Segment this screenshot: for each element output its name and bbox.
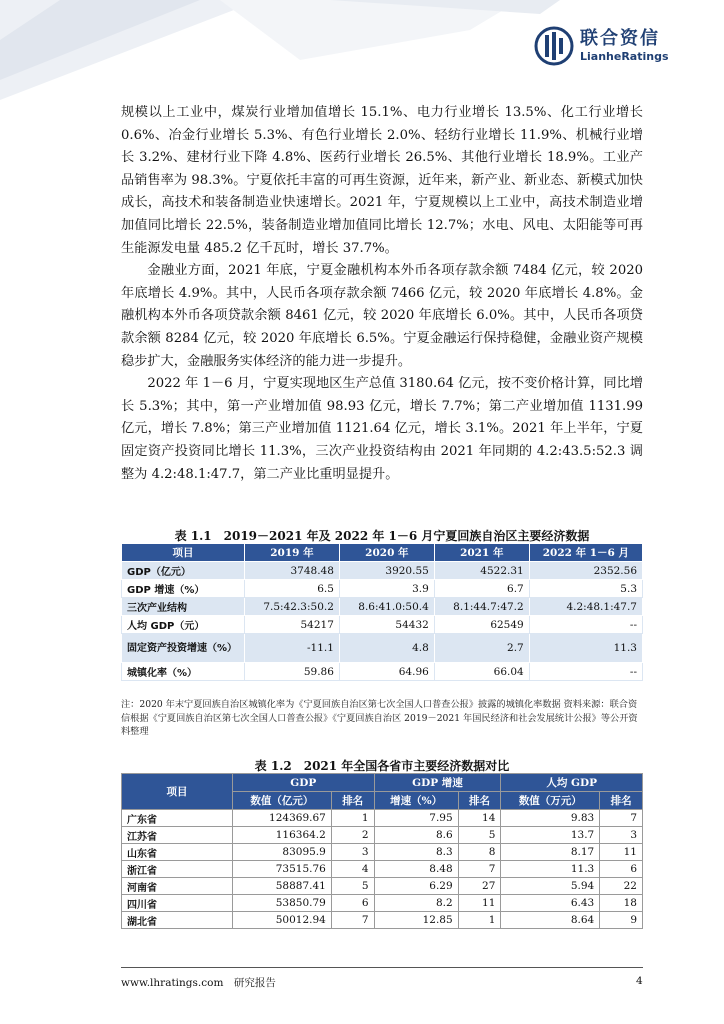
- table2-cell: 53850.79: [233, 895, 332, 912]
- table1-row-label: 固定资产投资增速（%）: [122, 634, 245, 663]
- table1-cell: 11.3: [529, 634, 642, 663]
- table1-header: 项目: [122, 544, 245, 562]
- table2-cell: 22: [600, 878, 643, 895]
- paragraph-finance: 金融业方面，2021 年底，宁夏金融机构本外币各项存款余额 7484 亿元，较 2020 年底增长 4.9%。其中，人民币各项存款余额 7466 亿元，较 2020 年底增长 4.8%。金融机构本外币各项贷款余额 8461 亿元，较 2020 年底增长 6.0%。其中，人民币各项贷款余额 8284 亿元，较 2020 年底增长 6.5%。宁夏金融运行保持稳健，金融业资产规模稳步扩大，金融服务实体经济的能力进一步提升。: [121, 263, 643, 369]
- page-number: 4: [636, 975, 643, 987]
- table2-cell: 8.6: [374, 827, 458, 844]
- header-decoration: [0, 0, 560, 110]
- table1-cell: 54217: [245, 616, 340, 634]
- table2-cell: 50012.94: [233, 912, 332, 929]
- table2-cell: 5: [331, 878, 374, 895]
- table2-group-header: GDP 增速: [374, 774, 501, 792]
- table1-cell: 5.3: [529, 580, 642, 598]
- table1-cell: 4522.31: [434, 562, 529, 580]
- table1-cell: 59.86: [245, 663, 340, 681]
- table1-cell: 62549: [434, 616, 529, 634]
- table1-cell: 3920.55: [339, 562, 434, 580]
- table1-cell: --: [529, 663, 642, 681]
- table1-cell: 54432: [339, 616, 434, 634]
- table-row: [122, 598, 643, 616]
- table1-header: 2019 年: [245, 544, 340, 562]
- table2-cell: 8.64: [501, 912, 600, 929]
- lianhe-logo-icon: [534, 26, 574, 66]
- table1-cell: --: [529, 616, 642, 634]
- table2-cell: 9.83: [501, 810, 600, 827]
- table2-cell: 7: [331, 912, 374, 929]
- table1-cell: 66.04: [434, 663, 529, 681]
- table-row: [122, 663, 643, 681]
- table1-cell: 8.6:41.0:50.4: [339, 598, 434, 616]
- table1-row-label: GDP 增速（%）: [122, 580, 245, 598]
- table2-province: 广东省: [122, 810, 233, 827]
- table2-cell: 6.43: [501, 895, 600, 912]
- table1-row-label: GDP（亿元）: [122, 562, 245, 580]
- table1-cell: 6.5: [245, 580, 340, 598]
- table-row: [122, 878, 643, 895]
- table2-item-header: 项目: [122, 774, 233, 810]
- table1-row-label: 人均 GDP（元）: [122, 616, 245, 634]
- paragraph-h1-2022: 2022 年 1－6 月，宁夏实现地区生产总值 3180.64 亿元，按不变价格计算，同比增长 5.3%；其中，第一产业增加值 98.93 亿元，增长 7.7%；第二产业增加值 1131.99 亿元，增长 7.8%；第三产业增加值 1121.64 亿元，增长 3.1%。2021 年上半年，宁夏固定资产投资同比增长 11.3%，三次产业投资结构由 2021 年同期的 4.2:43.5:52.3 调整为 4.2:48.1:47.7，第二产业比重明显提升。: [121, 376, 643, 482]
- table1-cell: 3.9: [339, 580, 434, 598]
- table2-province: 四川省: [122, 895, 233, 912]
- table2-cell: 7: [600, 810, 643, 827]
- table2-group-header: 人均 GDP: [501, 774, 643, 792]
- table2-cell: 3: [600, 827, 643, 844]
- table-row: [122, 895, 643, 912]
- table-row: [122, 562, 643, 580]
- table2-cell: 27: [458, 878, 501, 895]
- table-row: [122, 861, 643, 878]
- table2-sub-header: 排名: [331, 792, 374, 810]
- table2-cell: 8.17: [501, 844, 600, 861]
- table1-cell: 3748.48: [245, 562, 340, 580]
- footer-divider: [121, 967, 643, 968]
- table-row: [122, 810, 643, 827]
- table2-sub-header: 排名: [458, 792, 501, 810]
- table1-title: 表 1.1 2019－2021 年及 2022 年 1－6 月宁夏回族自治区主要经济数据: [174, 529, 590, 543]
- table1-cell: 4.8: [339, 634, 434, 663]
- table2-group-header: GDP: [233, 774, 375, 792]
- table2-cell: 58887.41: [233, 878, 332, 895]
- table2-sub-header: 数值（亿元）: [233, 792, 332, 810]
- table2-cell: 8: [458, 844, 501, 861]
- table1-cell: 6.7: [434, 580, 529, 598]
- table2-province: 江苏省: [122, 827, 233, 844]
- table-row: [122, 580, 643, 598]
- table1-row-label: 三次产业结构: [122, 598, 245, 616]
- table2-cell: 13.7: [501, 827, 600, 844]
- table2-cell: 116364.2: [233, 827, 332, 844]
- table2: [121, 773, 643, 929]
- logo-chinese-name: 联合资信: [580, 28, 660, 49]
- table-row: [122, 912, 643, 929]
- table1-cell: 64.96: [339, 663, 434, 681]
- table2-cell: 8.48: [374, 861, 458, 878]
- table1-header: 2022 年 1－6 月: [529, 544, 642, 562]
- table2-province: 河南省: [122, 878, 233, 895]
- table1-header-row: [122, 544, 643, 562]
- table2-cell: 1: [458, 912, 501, 929]
- table1-cell: 4.2:48.1:47.7: [529, 598, 642, 616]
- table2-cell: 3: [331, 844, 374, 861]
- table-row: [122, 844, 643, 861]
- table2-cell: 6: [600, 861, 643, 878]
- table2-cell: 11.3: [501, 861, 600, 878]
- table2-sub-header: 排名: [600, 792, 643, 810]
- footer-website: www.lhratings.com 研究报告: [121, 977, 276, 989]
- table2-title: 表 1.2 2021 年全国各省市主要经济数据对比: [254, 759, 510, 773]
- table2-sub-header: 数值（万元）: [501, 792, 600, 810]
- logo-english-name: LianheRatings: [580, 50, 669, 63]
- table2-cell: 1: [331, 810, 374, 827]
- table2-cell: 6: [331, 895, 374, 912]
- table1-header: 2020 年: [339, 544, 434, 562]
- body-text: [121, 102, 643, 486]
- table2-cell: 124369.67: [233, 810, 332, 827]
- table2-cell: 11: [458, 895, 501, 912]
- table-row: [122, 827, 643, 844]
- table2-cell: 73515.76: [233, 861, 332, 878]
- table2-cell: 5: [458, 827, 501, 844]
- table-row: [122, 634, 643, 663]
- company-logo: [534, 26, 669, 66]
- table1-cell: 2352.56: [529, 562, 642, 580]
- table2-province: 浙江省: [122, 861, 233, 878]
- table2-group-header-row: [122, 774, 643, 792]
- table2-province: 山东省: [122, 844, 233, 861]
- table2-cell: 7: [458, 861, 501, 878]
- table2-province: 湖北省: [122, 912, 233, 929]
- table2-cell: 14: [458, 810, 501, 827]
- table1-note: 注：2020 年末宁夏回族自治区城镇化率为《宁夏回族自治区第七次全国人口普查公报》披露的城镇化率数据 资料来源：联合资信根据《宁夏回族自治区第七次全国人口普查公报》《宁夏回族自治区 2019－2021 年国民经济和社会发展统计公报》等公开资料整理: [121, 699, 638, 738]
- table2-sub-header: 增速（%）: [374, 792, 458, 810]
- table1-cell: 8.1:44.7:47.2: [434, 598, 529, 616]
- table1-cell: 7.5:42.3:50.2: [245, 598, 340, 616]
- table1-header: 2021 年: [434, 544, 529, 562]
- table-row: [122, 616, 643, 634]
- table2-cell: 18: [600, 895, 643, 912]
- table2-cell: 7.95: [374, 810, 458, 827]
- table2-cell: 6.29: [374, 878, 458, 895]
- table2-cell: 8.3: [374, 844, 458, 861]
- table2-cell: 4: [331, 861, 374, 878]
- table2-cell: 9: [600, 912, 643, 929]
- table2-cell: 83095.9: [233, 844, 332, 861]
- paragraph-industry: 规模以上工业中，煤炭行业增加值增长 15.1%、电力行业增长 13.5%、化工行业增长 0.6%、冶金行业增长 5.3%、有色行业增长 2.0%、轻纺行业增长 11.9%、机械行业增长 3.2%、建材行业下降 4.8%、医药行业增长 26.5%、其他行业增长 18.9%。工业产品销售率为 98.3%。宁夏依托丰富的可再生资源，近年来，新产业、新业态、新模式加快成长，高技术和装备制造业快速增长。2021 年，宁夏规模以上工业中，高技术制造业增加值同比增长 22.5%，装备制造业增加值同比增长 12.7%；水电、风电、太阳能等可再生能源发电量 485.2 亿千瓦时，增长 37.7%。: [121, 105, 643, 256]
- table1-cell: -11.1: [245, 634, 340, 663]
- table2-cell: 12.85: [374, 912, 458, 929]
- table2-cell: 2: [331, 827, 374, 844]
- table2-cell: 11: [600, 844, 643, 861]
- table1: [121, 543, 643, 681]
- table2-cell: 8.2: [374, 895, 458, 912]
- table1-row-label: 城镇化率（%）: [122, 663, 245, 681]
- table2-cell: 5.94: [501, 878, 600, 895]
- table1-cell: 2.7: [434, 634, 529, 663]
